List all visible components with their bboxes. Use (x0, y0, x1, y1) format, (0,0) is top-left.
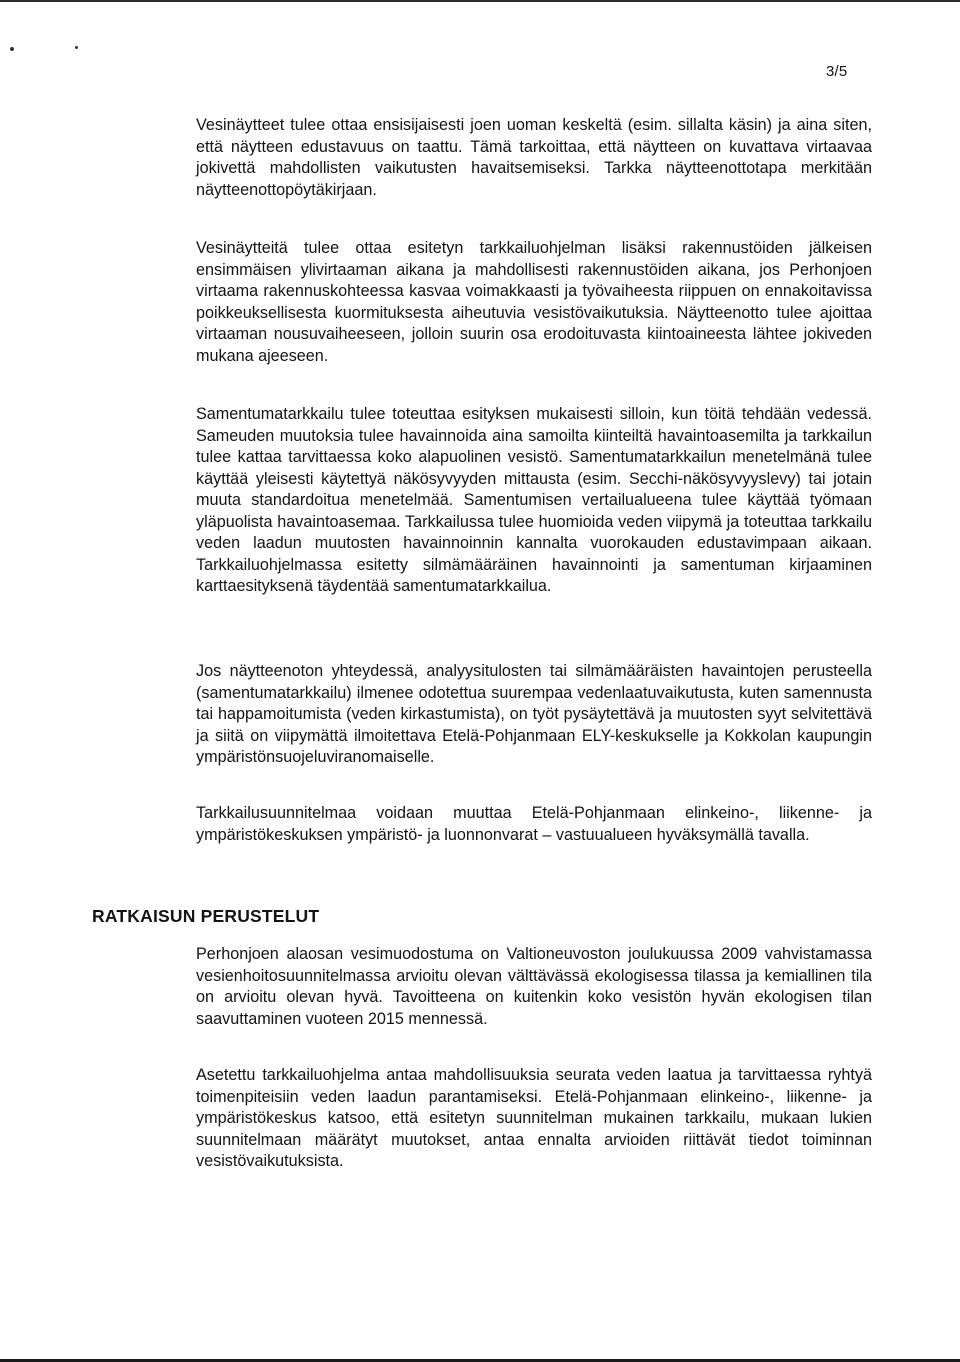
section-heading: RATKAISUN PERUSTELUT (92, 906, 320, 926)
paragraph-monitoring-justification (196, 1065, 872, 1173)
scan-top-edge (0, 0, 960, 2)
page-number: 3/5 (826, 63, 848, 80)
paragraph-stop-work (196, 661, 872, 769)
paragraph-turbidity-monitoring (196, 404, 872, 598)
paragraph-text: Jos näytteenoton yhteydessä, analyysitulosten tai silmämääräisten havaintojen perusteella (samentumatarkkailu) ilmenee odotettua suurempaa vedenlaatuvaikutusta, kuten samennusta tai happamoitumista (veden kirkastumista), on työt pysäytettävä ja muutosten syyt selvitettävä ja siitä on viipymättä ilmoitettava Etelä-Pohjanmaan ELY-keskukselle ja Kokkolan kaupungin ympäristönsuojeluviranomaiselle. (196, 662, 872, 766)
paragraph-text: Tarkkailusuunnitelmaa voidaan muuttaa Etelä-Pohjanmaan elinkeino-, liikenne- ja ympäristökeskuksen ympäristö- ja luonnonvarat – vastuualueen hyväksymällä tavalla. (196, 804, 872, 844)
paragraph-sampling-location (196, 115, 872, 201)
paragraph-additional-samples (196, 238, 872, 367)
paragraph-water-body-status (196, 944, 872, 1030)
paragraph-text: Asetettu tarkkailuohjelma antaa mahdollisuuksia seurata veden laatua ja tarvittaessa ryhtyä toimenpiteisiin veden laadun parantamiseksi. Etelä-Pohjanmaan elinkeino-, liikenne- ja ympäristökeskus katsoo, että esitetyn suunnitelman mukainen tarkkailu, mukaan lukien suunnitelmaan määrätyt muutokset, antaa ennalta arvioiden riittävät tiedot toiminnan vesistövaikutuksista. (196, 1066, 872, 1170)
paragraph-text: Vesinäytteitä tulee ottaa esitetyn tarkkailuohjelman lisäksi rakennustöiden jälkeisen ensimmäisen ylivirtaaman aikana ja mahdollisesti rakennustöiden aikana, jos Perhonjoen virtaama rakennuskohteessa kasvaa voimakkaasti ja työvaiheesta riippuen on ennakoitavissa poikkeuksellisesta kuormituksesta aiheutuvia vesistövaikutuksia. Näytteenotto tulee ajoittaa virtaaman nousuvaiheeseen, jolloin suurin osa erodoituvasta kiintoaineesta lähtee jokiveden mukana ajeeseen. (196, 239, 872, 365)
scan-speck (75, 46, 78, 49)
paragraph-plan-changes (196, 803, 872, 846)
paragraph-text: Perhonjoen alaosan vesimuodostuma on Valtioneuvoston joulukuussa 2009 vahvistamassa vesienhoitosuunnitelmassa arvioitu olevan välttävässä ekologisessa tilassa ja kemiallinen tila on arvioitu olevan hyvä. Tavoitteena on kuitenkin koko vesistön hyvän ekologisen tilan saavuttaminen vuoteen 2015 mennessä. (196, 945, 872, 1028)
paragraph-text: Samentumatarkkailu tulee toteuttaa esityksen mukaisesti silloin, kun töitä tehdään vedessä. Sameuden muutoksia tulee havainnoida aina samoilta kiinteiltä havaintoasemilta ja tarkkailun tulee kattaa tarvittaessa koko alapuolinen vesistö. Samentumatarkkailun menetelmänä tulee käyttää yleisesti käytettyä näkösyvyyden mittausta (esim. Secchi-näkösyvyyslevy) tai jotain muuta standardoitua menetelmää. Samentumisen vertailualueena tulee käyttää työmaan yläpuolista havaintoasemaa. Tarkkailussa tulee huomioida veden viipymä ja toteuttaa tarkkailu veden laadun muutosten havainnoinnin kannalta vuorokauden edustavimpaan aikaan. Tarkkailuohjelmassa esitetty silmämääräinen havainnointi ja samentuman kirjaaminen karttaesityksenä täydentää samentumatarkkailua. (196, 405, 872, 595)
paragraph-text: Vesinäytteet tulee ottaa ensisijaisesti joen uoman keskeltä (esim. sillalta käsin) ja aina siten, että näytteen edustavuus on taattu. Tämä tarkoittaa, että näytteen on kuvattava virtaavaa jokivettä mahdollisten vaikutusten havaitsemiseksi. Tarkka näytteenottotapa merkitään näytteenottopöytäkirjaan. (196, 116, 872, 199)
scan-speck (10, 47, 14, 51)
